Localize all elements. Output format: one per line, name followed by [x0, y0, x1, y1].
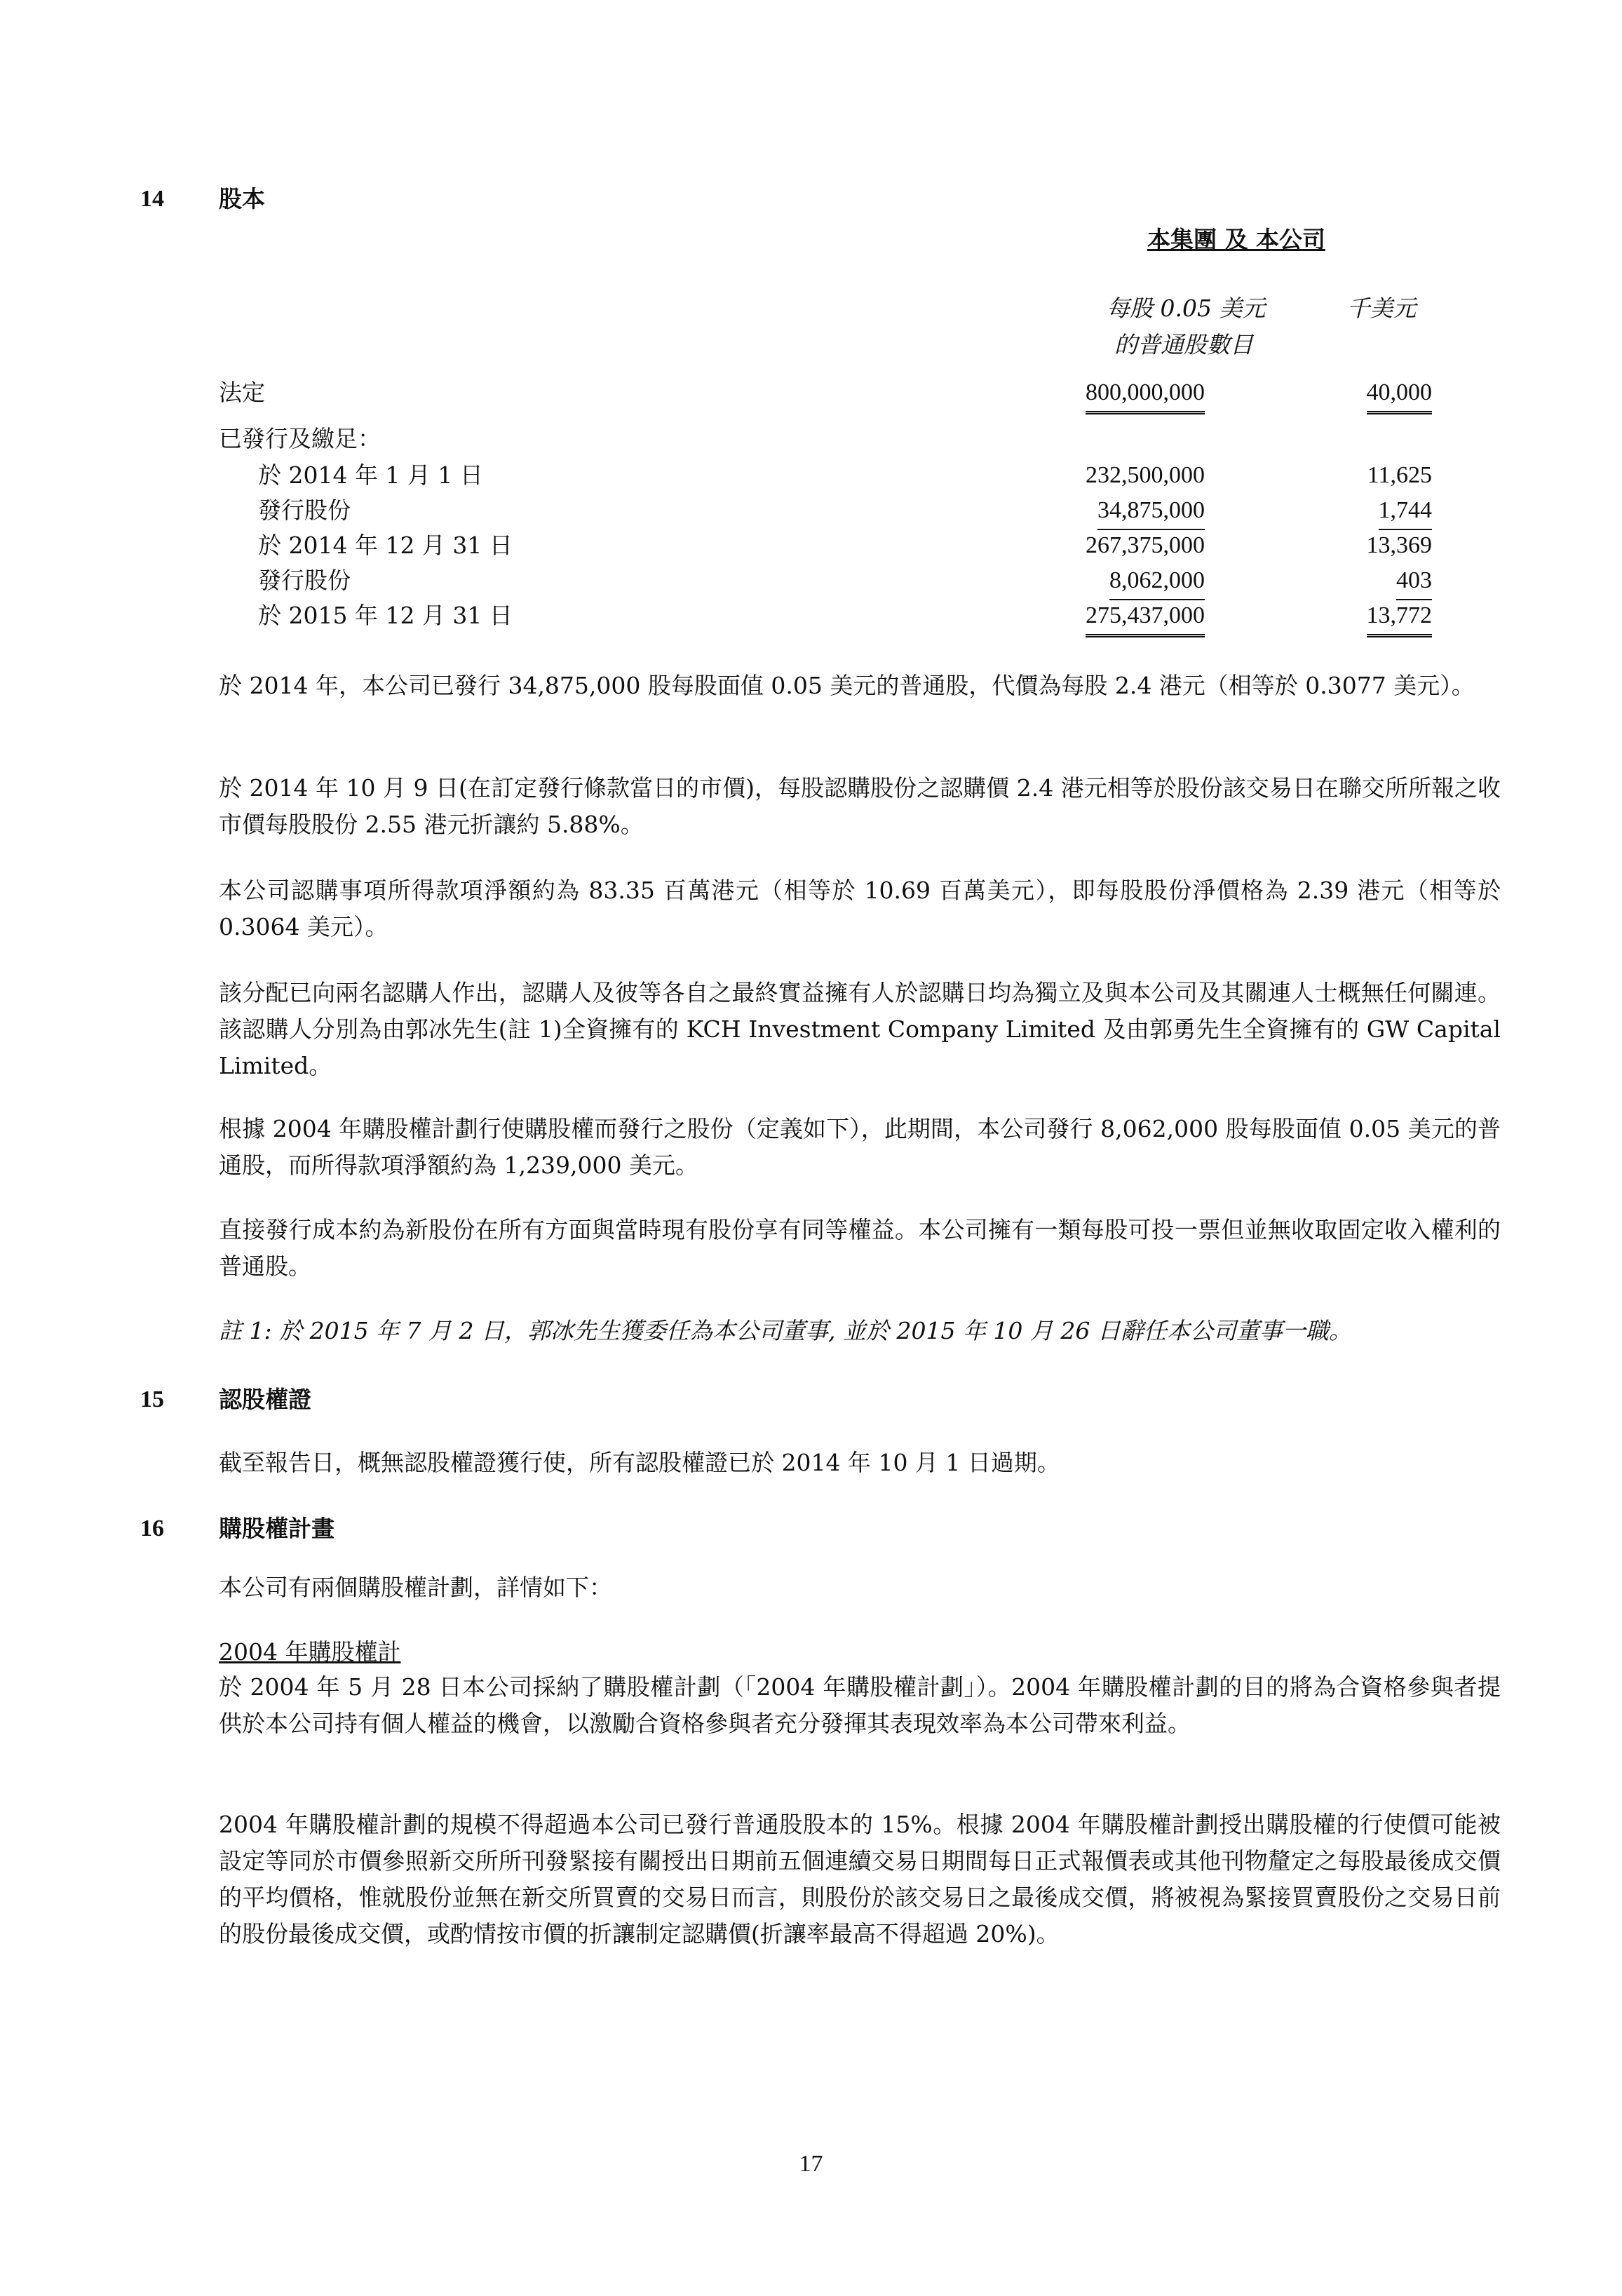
column-header-line: 的普通股數目: [1114, 331, 1253, 358]
row-usd: 403: [1396, 562, 1432, 600]
row-label: 於 2014 年 12 月 31 日: [258, 532, 513, 559]
paragraph: 根據 2004 年購股權計劃行使購股權而發行之股份（定義如下），此期間，本公司發行 8,062,000 股每股面值 0.05 美元的普通股，而所得款項淨額約為 1,239,000 美元。: [219, 1115, 1501, 1179]
section-title: 認股權證: [219, 1386, 311, 1413]
row-shares: 8,062,000: [1109, 562, 1205, 600]
footnote: 註 1: 於 2015 年 7 月 2 日，郭冰先生獲委任為本公司董事, 並於 2015 年 10 月 26 日辭任本公司董事一職。: [219, 1317, 1352, 1344]
paragraph: 本公司有兩個購股權計劃，詳情如下：: [219, 1574, 612, 1601]
row-shares: 232,500,000: [1086, 462, 1205, 488]
table-group-header: 本集團 及 本公司: [1147, 226, 1325, 253]
row-usd: 11,625: [1367, 462, 1432, 488]
column-header-shares: [1107, 290, 1266, 363]
row-label: 於 2015 年 12 月 31 日: [258, 602, 513, 629]
table-row: [219, 492, 1432, 529]
table-row: [219, 457, 1432, 494]
section-title: 購股權計畫: [219, 1515, 334, 1542]
table-row: [219, 421, 1432, 457]
row-shares: 275,437,000: [1086, 597, 1205, 637]
table-row: [219, 527, 1432, 564]
row-label: 發行股份: [258, 567, 351, 594]
column-header-line: 每股 0.05 美元: [1107, 295, 1266, 322]
table-row: [219, 597, 1432, 634]
row-usd: 40,000: [1367, 374, 1433, 414]
row-label: 法定: [219, 379, 265, 406]
table-row: [219, 562, 1432, 599]
row-label: 已發行及繳足：: [219, 425, 381, 452]
row-label: 於 2014 年 1 月 1 日: [258, 461, 483, 489]
paragraph: 該分配已向兩名認購人作出，認購人及彼等各自之最終實益擁有人於認購日均為獨立及與本公司及其關連人士概無任何關連。該認購人分別為由郭冰先生(註 1)全資擁有的 KCH Investment Company Limited 及由郭勇先生全資擁有的 GW Capital Limited。: [219, 979, 1501, 1079]
row-usd: 13,772: [1367, 597, 1433, 637]
section-title: 股本: [219, 185, 265, 212]
paragraph: 於 2004 年 5 月 28 日本公司採納了購股權計劃（「2004 年購股權計劃」）。2004 年購股權計劃的目的將為合資格參與者提供於本公司持有個人權益的機會，以激勵合資格參與者充分發揮其表現效率為本公司帶來利益。: [219, 1673, 1501, 1737]
column-header-usd: 千美元: [1346, 295, 1417, 322]
paragraph: 2004 年購股權計劃的規模不得超過本公司已發行普通股股本的 15%。根據 2004 年購股權計劃授出購股權的行使價可能被設定等同於市價參照新交所所刊發緊接有關授出日期前五個連續交易日期間每日正式報價表或其他刊物釐定之每股最後成交價的平均價格，惟就股份並無在新交所買賣的交易日而言，則股份於該交易日之最後成交價，將被視為緊接買賣股份之交易日前的股份最後成交價，或酌情按市價的折讓制定認購價(折讓率最高不得超過 20%)。: [219, 1811, 1501, 1947]
section-number: 16: [140, 1515, 164, 1541]
subheading: 2004 年購股權計: [219, 1638, 401, 1666]
row-shares: 800,000,000: [1086, 374, 1205, 414]
row-shares: 34,875,000: [1097, 492, 1205, 530]
paragraph: 截至報告日，概無認股權證獲行使，所有認股權證已於 2014 年 10 月 1 日過期。: [219, 1449, 1060, 1476]
table-row: [219, 374, 1432, 411]
paragraph: 本公司認購事項所得款項淨額約為 83.35 百萬港元（相等於 10.69 百萬美元），即每股股份淨價格為 2.39 港元（相等於 0.3064 美元）。: [219, 877, 1501, 940]
row-shares: 267,375,000: [1086, 532, 1205, 558]
page-number: 17: [799, 2151, 823, 2177]
row-usd: 13,369: [1366, 532, 1432, 558]
paragraph: 於 2014 年 10 月 9 日(在訂定發行條款當日的市價)，每股認購股份之認購價 2.4 港元相等於股份該交易日在聯交所所報之收市價每股股份 2.55 港元折讓約 5.88%。: [219, 774, 1501, 838]
paragraph: 直接發行成本約為新股份在所有方面與當時現有股份享有同等權益。本公司擁有一類每股可投一票但並無收取固定收入權利的普通股。: [219, 1216, 1501, 1280]
row-label: 發行股份: [258, 497, 351, 524]
section-number: 14: [140, 186, 164, 212]
paragraph: 於 2014 年，本公司已發行 34,875,000 股每股面值 0.05 美元的普通股，代價為每股 2.4 港元（相等於 0.3077 美元）。: [219, 672, 1475, 699]
section-number: 15: [140, 1386, 164, 1412]
row-usd: 1,744: [1379, 492, 1433, 530]
